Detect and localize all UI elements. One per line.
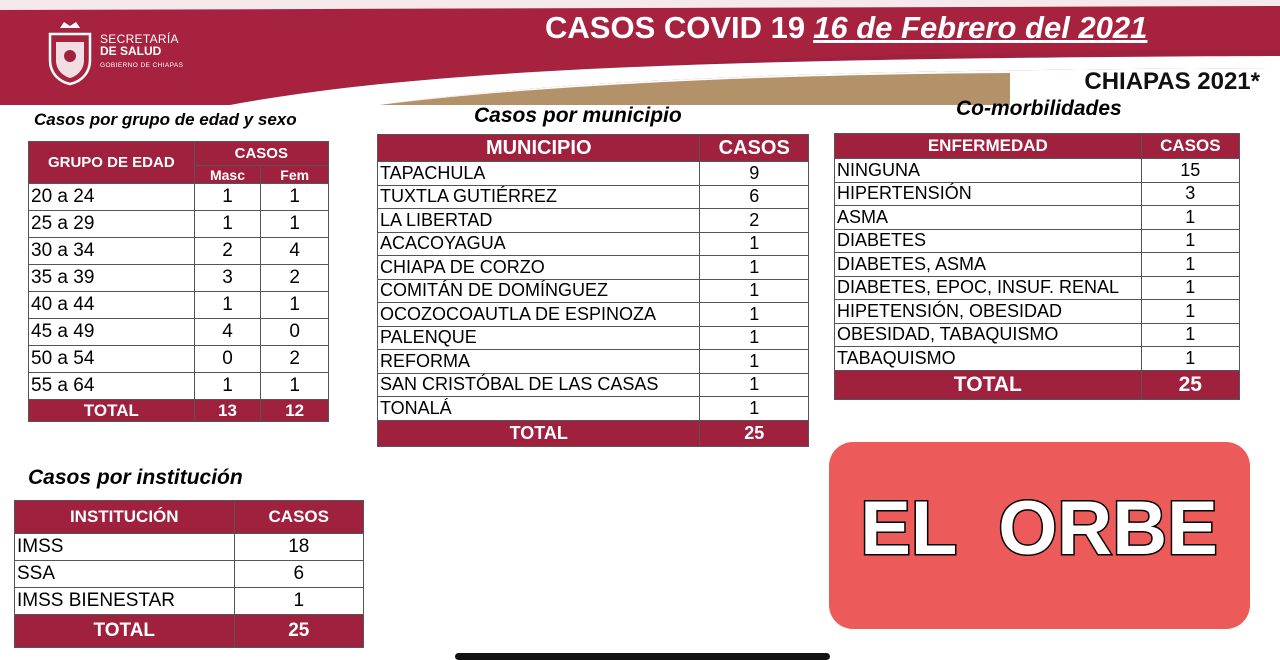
total-value: 25 [700,420,809,446]
row-cases: 1 [700,326,809,350]
row-name: TABAQUISMO [835,347,1142,371]
row-name: SAN CRISTÓBAL DE LAS CASAS [378,373,700,397]
organization-name [100,33,183,70]
row-fem: 2 [261,265,329,292]
row-cases: 1 [1141,300,1239,324]
municipios-title: Casos por municipio [474,104,682,127]
page-title [545,10,1147,46]
row-name: DIABETES, ASMA [835,253,1142,277]
row-cases: 1 [700,350,809,374]
total-row [29,400,329,422]
row-cases: 1 [1141,229,1239,253]
row-fem: 1 [261,184,329,211]
table-row [29,292,329,319]
row-age-group: 45 a 49 [29,319,195,346]
row-name: TAPACHULA [378,162,700,186]
row-age-group: 25 a 29 [29,211,195,238]
row-name: ASMA [835,206,1142,230]
row-masc: 1 [194,211,261,238]
table-row [835,182,1240,206]
table-row [378,232,809,256]
table-row [378,350,809,374]
comorbilidades-table [834,133,1240,400]
row-name: PALENQUE [378,326,700,350]
headline-date: 16 de Febrero del 2021 [813,10,1148,45]
row-name: COMITÁN DE DOMÍNGUEZ [378,279,700,303]
total-label: TOTAL [15,615,235,648]
table-row [378,397,809,421]
row-age-group: 40 a 44 [29,292,195,319]
table-row [835,229,1240,253]
col-header-cases: CASOS [194,142,328,166]
table-row [29,211,329,238]
table-row [835,300,1240,324]
col-header-fem: Fem [261,166,329,184]
total-masc: 13 [194,400,261,422]
table-row [835,159,1240,183]
total-fem: 12 [261,400,329,422]
row-masc: 0 [194,346,261,373]
row-name: ACACOYAGUA [378,232,700,256]
watermark-badge [829,442,1250,629]
row-name: LA LIBERTAD [378,209,700,233]
region-label: CHIAPAS 2021* [1084,68,1260,95]
row-masc: 1 [194,184,261,211]
row-fem: 4 [261,238,329,265]
row-cases: 1 [1141,276,1239,300]
instituciones-title: Casos por institución [28,466,243,489]
row-cases: 1 [700,373,809,397]
row-cases: 6 [700,185,809,209]
row-cases: 1 [1141,206,1239,230]
table-row [378,303,809,327]
row-name: REFORMA [378,350,700,374]
headline-text: CASOS COVID 19 [545,10,806,45]
col-header-group: GRUPO DE EDAD [29,142,195,184]
row-name: OBESIDAD, TABAQUISMO [835,323,1142,347]
table-row [835,253,1240,277]
col-header-enfermedad: ENFERMEDAD [835,134,1142,159]
row-cases: 3 [1141,182,1239,206]
table-row [378,256,809,280]
table-row [378,162,809,186]
row-name: NINGUNA [835,159,1142,183]
row-cases: 15 [1141,159,1239,183]
row-masc: 1 [194,373,261,400]
row-masc: 1 [194,292,261,319]
row-cases: 1 [700,279,809,303]
row-name: HIPERTENSIÓN [835,182,1142,206]
table-row [835,206,1240,230]
total-label: TOTAL [29,400,195,422]
row-cases: 6 [234,561,363,588]
row-fem: 0 [261,319,329,346]
row-cases: 2 [700,209,809,233]
row-cases: 1 [1141,323,1239,347]
row-name: CHIAPA DE CORZO [378,256,700,280]
row-cases: 9 [700,162,809,186]
row-age-group: 30 a 34 [29,238,195,265]
row-fem: 1 [261,292,329,319]
age-sex-title: Casos por grupo de edad y sexo [34,110,297,129]
home-indicator-bar [455,653,830,660]
table-row [15,534,364,561]
watermark-text: EL ORBE [860,486,1218,571]
total-row [835,370,1240,399]
logo [44,20,96,86]
row-masc: 2 [194,238,261,265]
row-age-group: 55 a 64 [29,373,195,400]
total-row [15,615,364,648]
row-cases: 1 [700,397,809,421]
row-age-group: 50 a 54 [29,346,195,373]
row-fem: 2 [261,346,329,373]
row-name: DIABETES [835,229,1142,253]
row-cases: 1 [700,256,809,280]
col-header-masc: Masc [194,166,261,184]
total-label: TOTAL [378,420,700,446]
municipios-table [377,134,809,447]
row-name: OCOZOCOAUTLA DE ESPINOZA [378,303,700,327]
row-name: TUXTLA GUTIÉRREZ [378,185,700,209]
row-name: IMSS [15,534,235,561]
row-cases: 1 [1141,347,1239,371]
table-row [378,373,809,397]
table-row [29,373,329,400]
table-row [29,319,329,346]
age-sex-table [28,141,329,422]
total-label: TOTAL [835,370,1142,399]
total-value: 25 [234,615,363,648]
table-row [15,561,364,588]
row-name: SSA [15,561,235,588]
org-line-2: DE SALUD [100,44,162,58]
row-fem: 1 [261,373,329,400]
row-cases: 1 [700,303,809,327]
table-row [15,588,364,615]
total-value: 25 [1141,370,1239,399]
header-banner [0,0,1280,105]
row-cases: 1 [1141,253,1239,277]
row-age-group: 20 a 24 [29,184,195,211]
col-header-municipio: MUNICIPIO [378,135,700,162]
col-header-casos: CASOS [1141,134,1239,159]
total-row [378,420,809,446]
comorbilidades-title: Co-morbilidades [956,97,1122,120]
row-masc: 3 [194,265,261,292]
row-cases: 1 [234,588,363,615]
table-row [29,265,329,292]
table-row [378,326,809,350]
row-name: HIPETENSIÓN, OBESIDAD [835,300,1142,324]
row-masc: 4 [194,319,261,346]
org-line-1: SECRETARÍA [100,32,179,46]
table-row [29,346,329,373]
instituciones-table [14,500,364,648]
table-row [29,184,329,211]
row-cases: 18 [234,534,363,561]
table-row [29,238,329,265]
table-row [835,347,1240,371]
row-name: TONALÁ [378,397,700,421]
col-header-institucion: INSTITUCIÓN [15,501,235,534]
table-row [378,279,809,303]
chiapas-coat-of-arms-icon [44,20,96,86]
table-row [835,276,1240,300]
col-header-casos: CASOS [700,135,809,162]
row-fem: 1 [261,211,329,238]
table-row [378,209,809,233]
row-name: IMSS BIENESTAR [15,588,235,615]
row-name: DIABETES, EPOC, INSUF. RENAL [835,276,1142,300]
table-row [835,323,1240,347]
row-cases: 1 [700,232,809,256]
row-age-group: 35 a 39 [29,265,195,292]
col-header-casos: CASOS [234,501,363,534]
org-line-3: GOBIERNO DE CHIAPAS [100,62,184,69]
table-row [378,185,809,209]
watermark-logo [829,442,1250,629]
